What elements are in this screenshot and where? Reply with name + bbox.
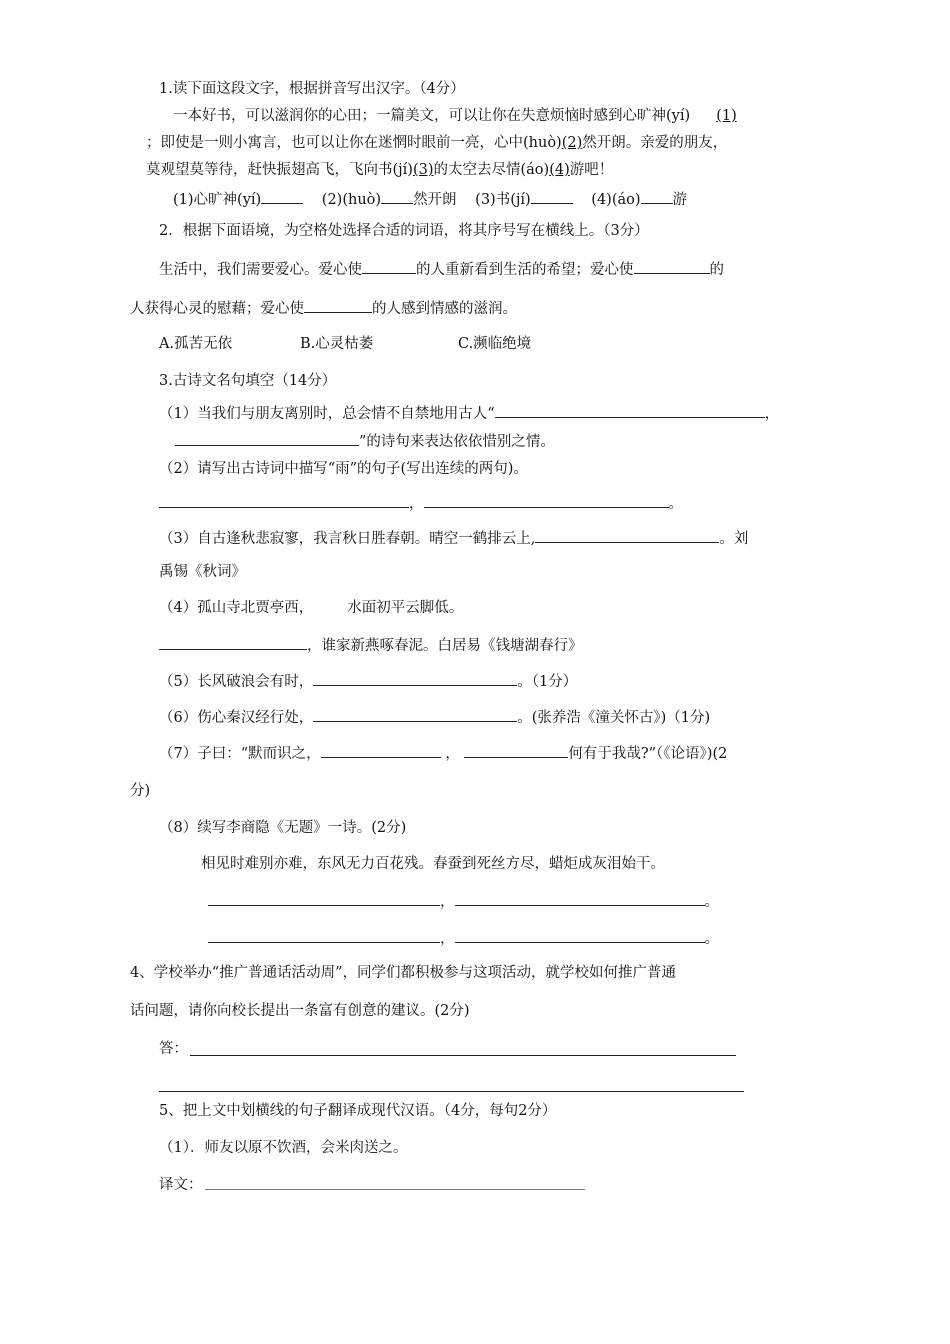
q3-item-7-line-2: 分): [130, 783, 151, 799]
q3-item-8-blank-2[interactable]: [455, 890, 705, 906]
q3-text: ，: [764, 406, 780, 422]
q2-option-c: C.濒临绝境: [458, 336, 532, 352]
q3-text: ，: [440, 931, 455, 947]
q3-text: ”的诗句来表达依依惜别之情。: [359, 434, 555, 450]
q1-answer-2-suffix: 然开朗: [413, 192, 457, 208]
q3-text: ，: [445, 746, 460, 762]
q3-text: 。: [704, 931, 719, 947]
q3-item-1-blank-1[interactable]: [495, 402, 765, 418]
q3-item-3-line-1: [159, 527, 748, 549]
q1-answers: [173, 188, 687, 210]
q3-item-8-blank-3[interactable]: [208, 927, 440, 943]
q3-text: ，: [409, 496, 424, 512]
q1-text: ；即使是一则小寓言，也可以让你在迷惘时眼前一亮，心中(huò): [146, 135, 562, 151]
q4-question-line-1: 4、学校举办“推广普通话活动周”，同学们都积极参与这项活动，就学校如何推广普通: [130, 965, 677, 981]
q1-blank-2-marker: (2): [561, 135, 583, 151]
q3-item-8-blank-4[interactable]: [455, 927, 705, 943]
q3-item-8-answer-line-1: [208, 890, 719, 912]
q3-text: （7）子曰：“默而识之，: [159, 746, 321, 762]
q1-text: 的太空去尽情(áo): [433, 162, 550, 178]
q3-item-7-blank-1[interactable]: [321, 742, 441, 758]
q4-answer-label: 答：: [159, 1041, 188, 1057]
q1-blank-1-marker: (1): [716, 108, 737, 124]
q3-item-2-blank-2[interactable]: [424, 492, 669, 508]
q5-sentence-1: （1）．师友以原不饮酒，会米肉送之。: [159, 1140, 408, 1156]
q2-blank-2[interactable]: [634, 258, 710, 274]
q3-text: ，: [440, 894, 455, 910]
q3-item-2: （2）请写出古诗词中描写“雨”的句子(写出连续的两句)。: [159, 461, 528, 477]
q1-answer-2-blank[interactable]: [381, 188, 413, 204]
q1-passage-line-2: [146, 133, 727, 153]
q3-text: 何有于我哉?”（《论语》)(2: [568, 746, 728, 762]
q5-title: 5、把上文中划横线的句子翻译成现代汉语。（4分，每句2分）: [159, 1103, 557, 1119]
q3-text: （3）自古逢秋悲寂寥，我言秋日胜春朝。晴空一鹤排云上,: [159, 531, 536, 547]
q2-text: 人获得心灵的慰藉；爱心使: [130, 301, 304, 317]
q2-blank-1[interactable]: [362, 258, 416, 274]
q1-blank-4-marker: (4): [549, 162, 570, 178]
q4-question-line-2: 话问题，请你向校长提出一条富有创意的建议。(2分): [130, 1003, 470, 1019]
q3-title: 3.古诗文名句填空（14分）: [159, 373, 337, 389]
q1-text: 莫观望莫等待，赶快振翅高飞，飞向书(jí): [146, 162, 413, 178]
q3-text: 水面初平云脚低。: [347, 600, 464, 616]
q3-item-7-blank-2[interactable]: [464, 742, 568, 758]
q3-item-5: [159, 670, 577, 692]
q1-answer-3-blank[interactable]: [531, 188, 573, 204]
q3-text: ，谁家新燕啄春泥。白居易《钱塘湖春行》: [307, 638, 583, 654]
q3-text: （4）孤山寺北贾亭西，: [159, 600, 314, 616]
q3-text: 。（1分）: [517, 674, 578, 690]
q1-answer-2-label: (2)(huò): [321, 192, 382, 208]
q2-text: 生活中，我们需要爱心。爱心使: [159, 262, 362, 278]
q3-item-8-blank-1[interactable]: [208, 890, 440, 906]
q2-option-b: B.心灵枯萎: [300, 336, 374, 352]
q3-text: 。: [704, 894, 719, 910]
q3-text: 。刘: [719, 531, 749, 547]
q1-answer-4-label: (4)(áo): [591, 192, 641, 208]
q1-passage-line-1: [173, 106, 737, 126]
q3-item-2-answer: [159, 492, 683, 514]
q5-translation-label: 译文：: [159, 1177, 203, 1193]
q1-text: 一本好书，可以滋润你的心田；一篇美文，可以让你在失意烦恼时感到心旷神(yí): [173, 108, 691, 124]
q2-text: 的人感到情感的滋润。: [372, 301, 517, 317]
q2-text: 的: [709, 262, 724, 278]
q3-item-4-line-2: [159, 634, 583, 656]
q3-item-8-answer-line-2: [208, 927, 719, 949]
q1-passage-line-3: [146, 160, 613, 180]
q3-item-1-line-1: [159, 402, 779, 424]
q3-item-1-line-2: [175, 430, 555, 452]
q2-title: 2．根据下面语境，为空格处选择合适的词语，将其序号写在横线上。（3分）: [159, 223, 649, 239]
q3-item-3-line-2: 禹锡《秋词》: [159, 564, 246, 580]
q1-answer-1-label: (1)心旷神(yí): [173, 192, 262, 208]
q3-item-8: （8）续写李商隐《无题》一诗。(2分): [159, 820, 407, 836]
q4-answer-line-2[interactable]: [159, 1091, 744, 1092]
q3-text: （5）长风破浪会有时，: [159, 674, 314, 690]
q2-sentence-line-1: [159, 258, 724, 280]
q3-item-8-poem: 相见时难别亦难，东风无力百花残。春蚕到死丝方尽，蜡炬成灰泪始干。: [201, 856, 665, 872]
q2-option-a: A.孤苦无依: [159, 336, 233, 352]
q1-answer-3-label: (3)书(jí): [475, 192, 531, 208]
q3-text: （6）伤心秦汉经行处，: [159, 710, 314, 726]
q1-text: 游吧！: [569, 162, 614, 178]
q3-text: 。(张养浩《潼关怀古》)（1分): [517, 710, 711, 726]
q1-answer-1-blank[interactable]: [261, 188, 303, 204]
q1-answer-4-blank[interactable]: [641, 188, 673, 204]
q3-item-1-blank-2[interactable]: [175, 430, 359, 446]
q3-item-6-blank[interactable]: [313, 706, 517, 722]
q1-title: 1.读下面这段文字，根据拼音写出汉字。（4分）: [159, 81, 465, 97]
q3-item-4-blank[interactable]: [159, 634, 307, 650]
q5-translation-line[interactable]: [205, 1189, 585, 1190]
q3-item-7-line-1: [159, 742, 727, 764]
q3-item-5-blank[interactable]: [313, 670, 517, 686]
q3-text: （1）当我们与朋友离别时，总会情不自禁地用古人“: [159, 406, 495, 422]
q1-text: 然开朗。亲爱的朋友，: [582, 135, 728, 151]
q4-answer-line-1[interactable]: [190, 1055, 736, 1056]
q3-item-4-line-1: [159, 598, 463, 618]
q3-text: 。: [668, 496, 683, 512]
q2-sentence-line-2: [130, 297, 517, 319]
q2-text: 的人重新看到生活的希望；爱心使: [416, 262, 634, 278]
q3-item-2-blank-1[interactable]: [159, 492, 409, 508]
q1-answer-4-suffix: 游: [672, 192, 688, 208]
q3-item-6: [159, 706, 710, 728]
q1-blank-3-marker: (3): [412, 162, 434, 178]
q3-item-3-blank[interactable]: [535, 527, 719, 543]
q2-blank-3[interactable]: [304, 297, 372, 313]
